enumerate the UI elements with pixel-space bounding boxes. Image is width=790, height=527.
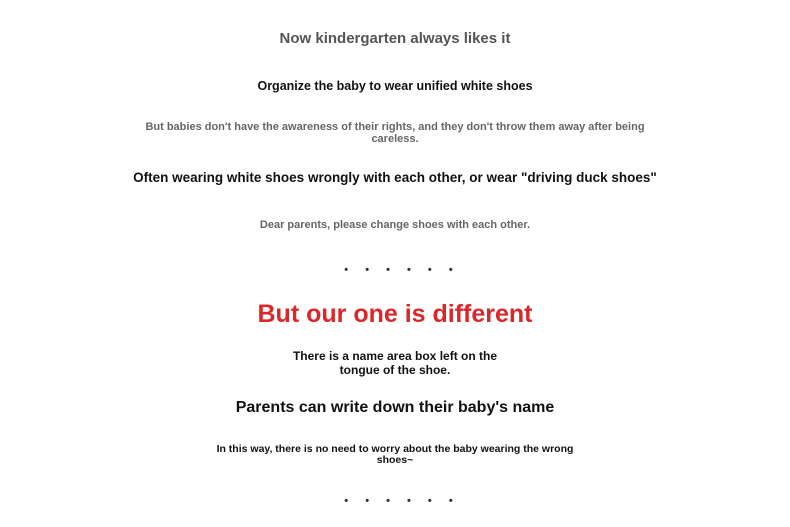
uniform-white-shoes-text: Organize the baby to wear unified white shoes <box>257 79 533 93</box>
parents-note-text: Dear parents, please change shoes with each other. <box>259 219 531 231</box>
dot-separator: • • • • • • <box>344 264 460 276</box>
intro-heading: Now kindergarten always likes it <box>279 30 511 47</box>
awareness-text: But babies don't have the awareness of their rights, and they don't throw them away after being careless. <box>145 121 645 145</box>
different-headline: But our one is different <box>257 300 533 328</box>
no-worry-text: In this way, there is no need to worry about the baby wearing the wrong shoes~ <box>216 443 574 466</box>
name-area-text: There is a name area box left on the tongue of the shoe. <box>292 349 498 377</box>
wrong-shoes-text: Often wearing white shoes wrongly with each other, or wear "driving duck shoes" <box>133 170 657 185</box>
dot-separator-bottom: • • • • • • <box>344 495 460 507</box>
write-name-text: Parents can write down their baby's name <box>235 399 555 416</box>
